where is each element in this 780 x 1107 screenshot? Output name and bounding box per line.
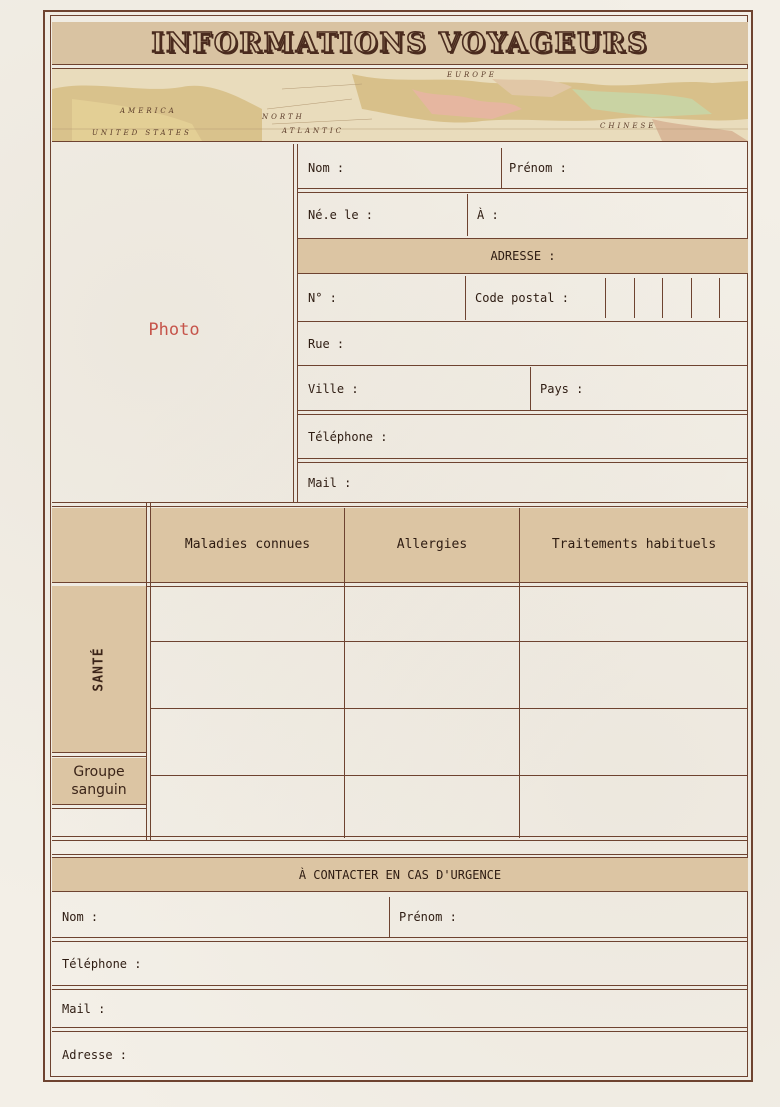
divider: [298, 462, 748, 463]
divider: [298, 365, 748, 366]
divider: [52, 502, 748, 503]
title-band: [52, 22, 748, 65]
emergency-phone-field[interactable]: Téléphone :: [62, 957, 142, 971]
map-label-america: AMERICA: [120, 107, 177, 115]
emergency-prenom-field[interactable]: Prénom :: [399, 910, 457, 924]
map-label-north: NORTH: [262, 113, 305, 121]
divider: [298, 458, 748, 459]
divider: [52, 989, 748, 990]
divider: [52, 985, 748, 986]
divider: [52, 752, 146, 753]
postal-code-box-3[interactable]: [662, 278, 663, 318]
divider: [52, 1027, 748, 1028]
divider: [52, 840, 748, 841]
map-label-europe: EUROPE: [447, 71, 497, 79]
diseases-cell[interactable]: [151, 588, 344, 836]
city-field[interactable]: Ville :: [308, 381, 359, 396]
street-field[interactable]: Rue :: [308, 337, 345, 351]
map-label-chinese: CHINESE: [600, 122, 657, 130]
nom-field[interactable]: Nom :: [308, 161, 345, 175]
column-header-allergies: Allergies: [345, 508, 519, 582]
divider: [52, 854, 748, 855]
vintage-map-image: [52, 68, 748, 142]
postal-code-label: Code postal :: [475, 291, 569, 305]
postal-code-box-5[interactable]: [719, 278, 720, 318]
prenom-field[interactable]: Prénom :: [509, 161, 567, 175]
divider: [298, 414, 748, 415]
column-header-treatments: Traitements habituels: [520, 508, 748, 582]
divider: [52, 506, 748, 507]
divider: [52, 836, 748, 837]
treatments-cell[interactable]: [520, 588, 748, 836]
date-of-birth-field[interactable]: Né.e le :: [308, 208, 374, 222]
divider: [52, 804, 146, 805]
emergency-email-field[interactable]: Mail :: [62, 1002, 106, 1016]
emergency-nom-field[interactable]: Nom :: [62, 910, 99, 924]
emergency-header: À CONTACTER EN CAS D'URGENCE: [52, 857, 748, 892]
divider: [52, 1031, 748, 1032]
page-title: INFORMATIONS VOYAGEURS: [151, 27, 649, 59]
country-field[interactable]: Pays :: [540, 381, 584, 396]
health-side-divider: [146, 502, 147, 840]
health-section-text: SANTÉ: [91, 646, 107, 692]
postal-code-box-1[interactable]: [605, 278, 606, 318]
street-number-field[interactable]: N° :: [308, 291, 337, 305]
health-section-label: [52, 586, 146, 752]
postal-code-box-4[interactable]: [691, 278, 692, 318]
email-field[interactable]: Mail :: [308, 476, 352, 490]
postal-code-box-2[interactable]: [634, 278, 635, 318]
divider: [298, 188, 748, 189]
column-header-diseases: Maladies connues: [151, 508, 344, 582]
health-corner-cell: [52, 508, 146, 582]
map-label-united-states: UNITED STATES: [92, 129, 192, 137]
map-label-atlantic: ATLANTIC: [282, 127, 344, 135]
birth-place-field[interactable]: À :: [477, 208, 499, 222]
address-header: ADRESSE :: [298, 238, 748, 274]
divider: [52, 756, 146, 757]
divider: [52, 582, 748, 583]
divider: [298, 410, 748, 411]
divider: [52, 941, 748, 942]
phone-field[interactable]: Téléphone :: [308, 430, 388, 444]
divider: [52, 808, 146, 809]
divider: [52, 586, 748, 587]
divider: [298, 321, 748, 322]
divider: [298, 192, 748, 193]
emergency-address-field[interactable]: Adresse :: [62, 1048, 128, 1062]
blood-group-label: Groupe sanguin: [52, 758, 146, 804]
allergies-cell[interactable]: [345, 588, 519, 836]
divider: [52, 937, 748, 938]
photo-placeholder-label[interactable]: Photo: [148, 320, 200, 340]
